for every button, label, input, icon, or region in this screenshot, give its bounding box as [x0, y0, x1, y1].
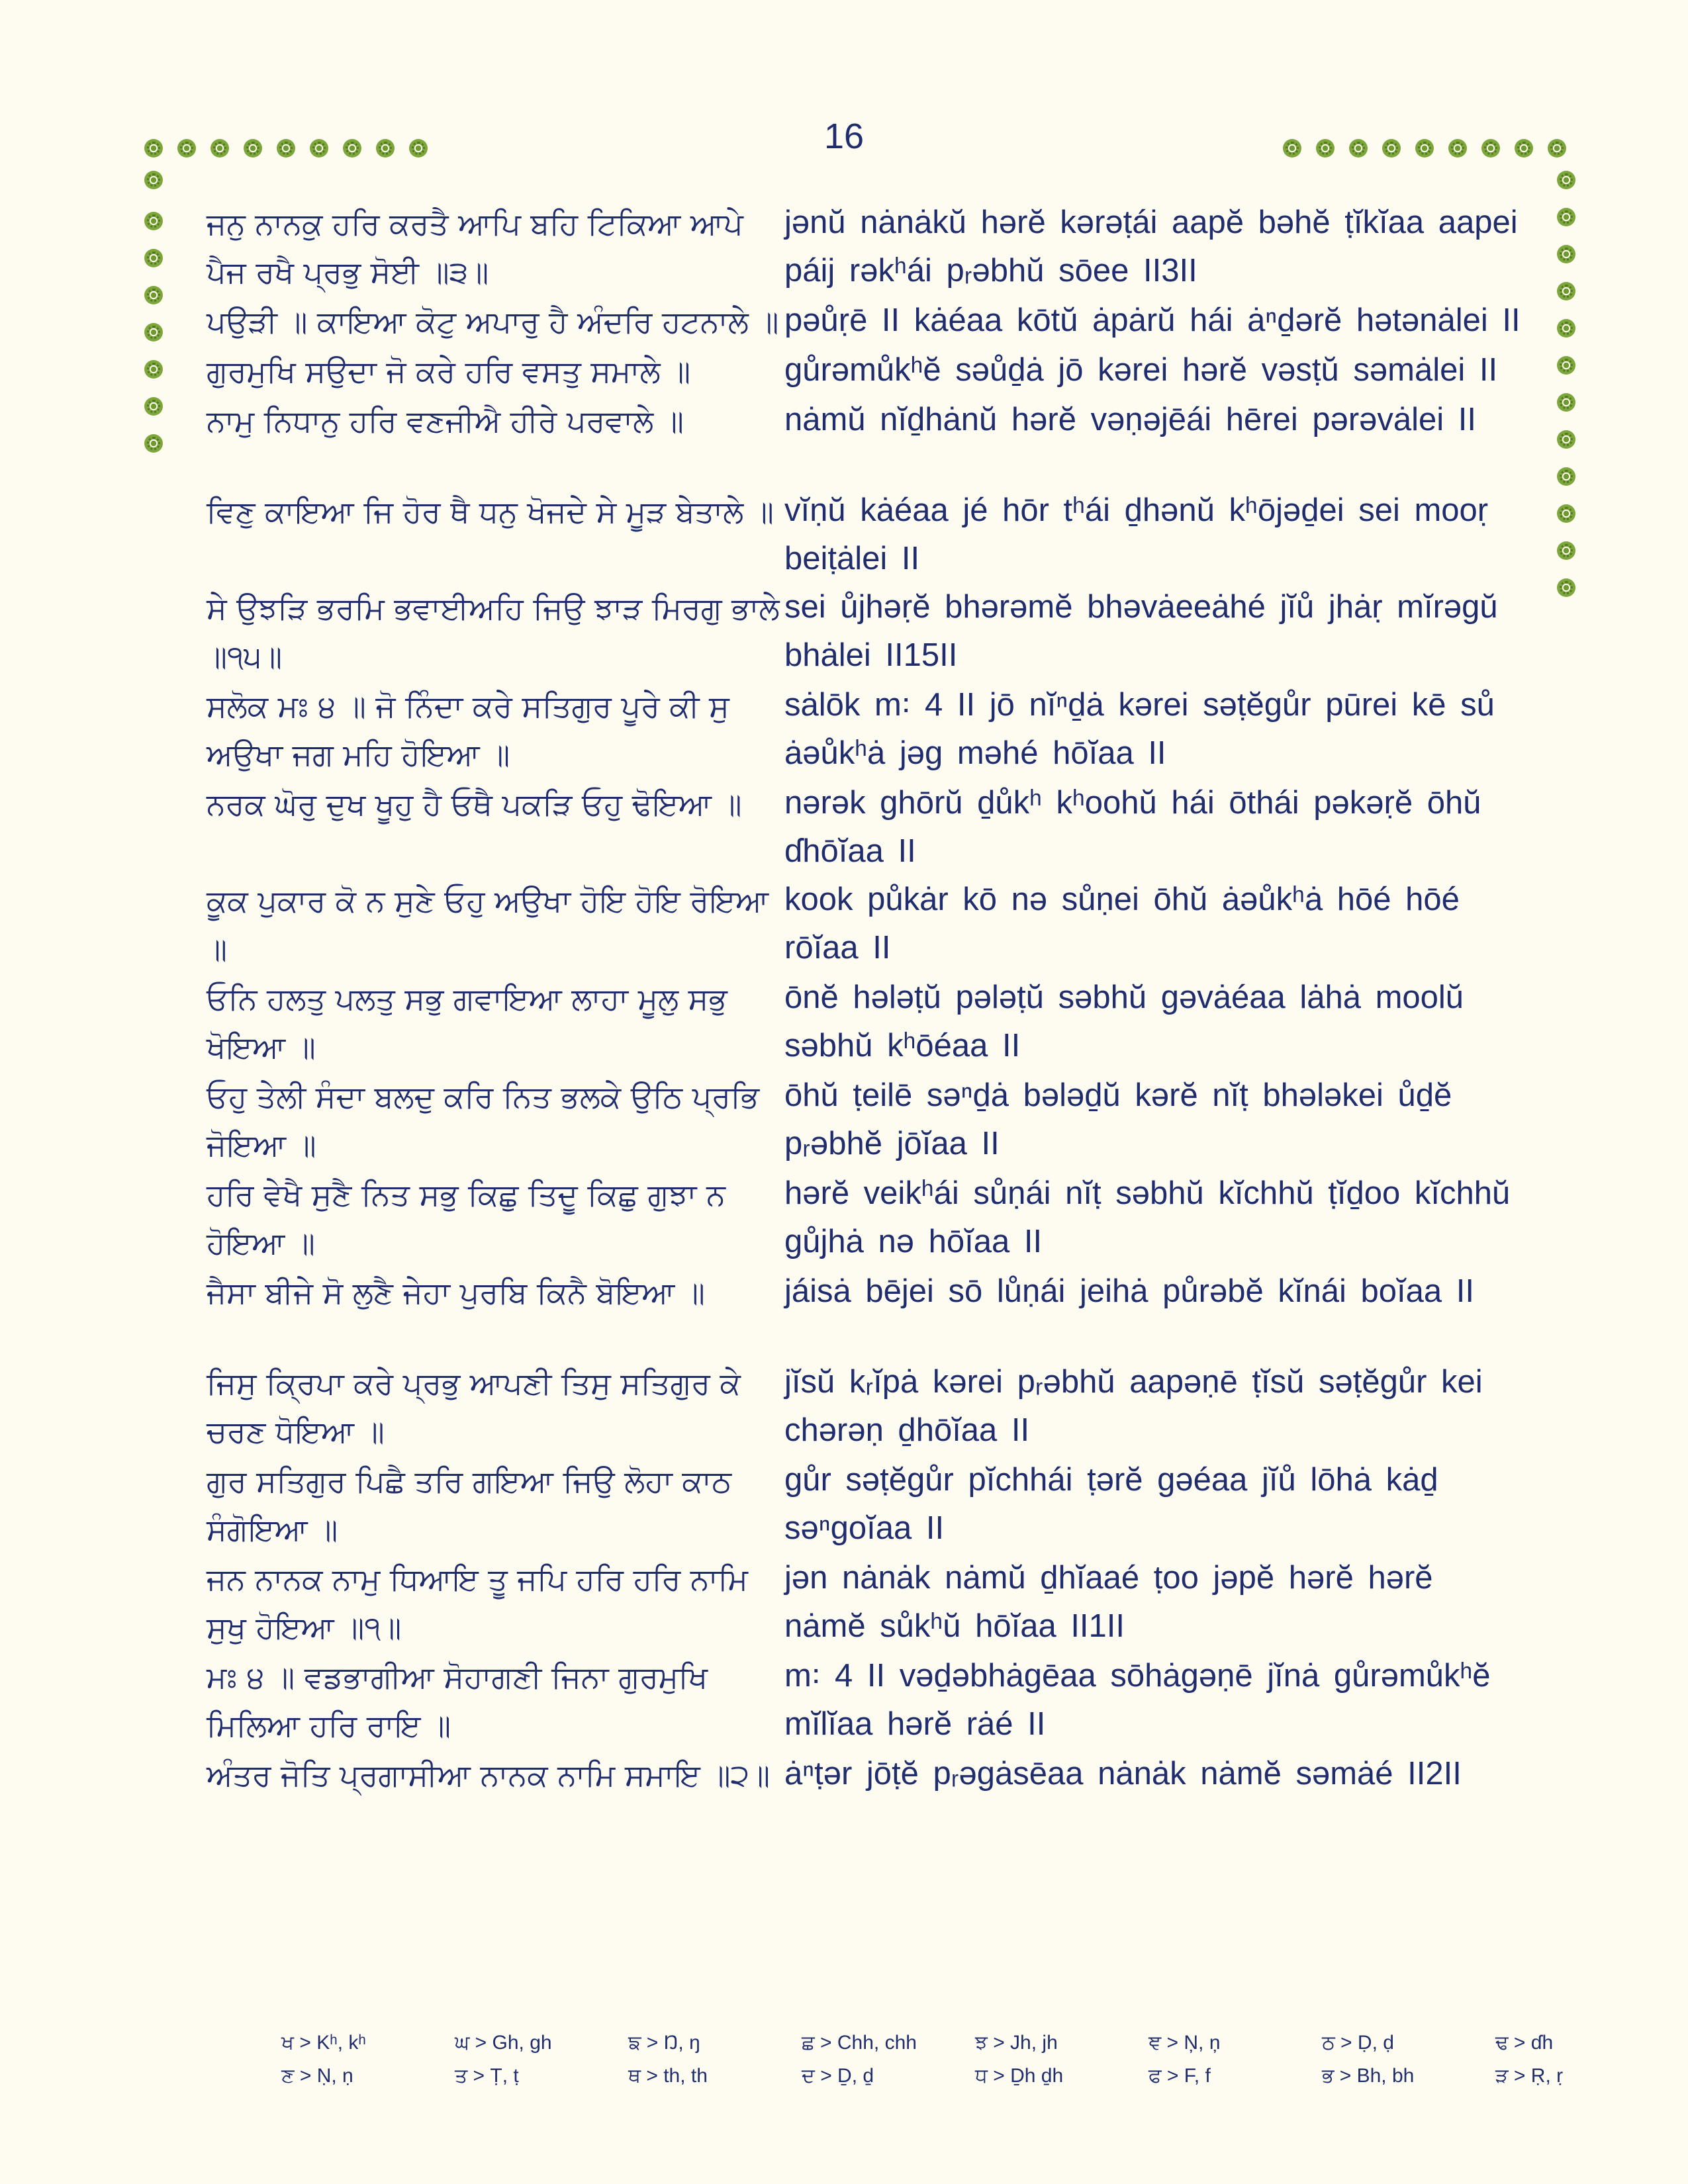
transliteration-text: gůr səṭĕgůr pĭchhái ṭərĕ gəéaa jĭů lōhȧ kȧḏ səⁿgoĭaa II	[784, 1462, 1438, 1546]
transliteration-text: ōhŭ ṭeilē səⁿḏȧ bələḏŭ kərĕ nĭṭ bhələkei ůḏĕ pᵣəbhĕ jōĭaa II	[784, 1077, 1452, 1161]
legend-item: ਠ > Ḍ, ḍ	[1322, 2032, 1394, 2054]
gurmukhi-text: ਵਿਣੁ ਕਾਇਆ ਜਿ ਹੋਰ ਥੈ ਧਨੁ ਖੋਜਦੇ ਸੇ ਮੂੜ ਬੇਤਾਲੇ ॥	[207, 494, 774, 529]
legend-row	[281, 2065, 1669, 2098]
verse-row	[207, 1267, 1530, 1317]
legend-item: ਢ > ɗh	[1495, 2032, 1554, 2054]
flower-icon	[1415, 139, 1434, 158]
flower-icon	[1283, 139, 1301, 158]
flower-border-top-left	[144, 139, 428, 158]
gurmukhi-text: ਜਨ ਨਾਨਕ ਨਾਮੁ ਧਿਆਇ ਤੂ ਜਪਿ ਹਰਿ ਹਰਿ ਨਾਮਿ ਸੁਖੁ ਹੋਇਆ ॥੧॥	[207, 1561, 748, 1645]
flower-border-left-b	[144, 212, 163, 453]
gurmukhi-text: ਅੰਤਰ ਜੋਤਿ ਪ੍ਰਗਾਸੀਆ ਨਾਨਕ ਨਾਮਿ ਸਮਾਇ ॥੨॥	[207, 1757, 771, 1793]
flower-icon	[1349, 139, 1368, 158]
legend-item: ਫ > F, f	[1149, 2065, 1211, 2087]
legend-item: ਥ > th, th	[628, 2065, 708, 2087]
flower-icon	[310, 139, 328, 158]
transliteration-text: pəůṛē II kȧéaa kōtŭ ȧpȧrŭ hái ȧⁿḏərĕ hətənȧlei II	[784, 302, 1521, 338]
legend-item: ਤ > Ṭ, ṭ	[455, 2065, 519, 2087]
flower-icon	[1481, 139, 1500, 158]
flower-icon	[343, 139, 361, 158]
gurmukhi-text: ਜਿਸੁ ਕ੍ਰਿਪਾ ਕਰੇ ਪ੍ਰਭੁ ਆਪਣੀ ਤਿਸੁ ਸਤਿਗੁਰ ਕੇ ਚਰਣ ਧੋਇਆ ॥	[207, 1365, 741, 1449]
transliteration-text: jən nȧnȧk nȧmŭ ḏhĭaaé ṭoo jəpĕ hərĕ hərĕ nȧmĕ sůkʰŭ hōĭaa II1II	[784, 1560, 1433, 1644]
flower-border-top-right	[1283, 139, 1566, 158]
verse-row	[207, 876, 1530, 974]
transliteration-text: vĭṇŭ kȧéaa jé hōr tʰái ḏhənŭ kʰōjəḏei sei mooṛ beiṭȧlei II	[784, 492, 1489, 576]
transliteration-text: sei ůjhəṛĕ bhərəmĕ bhəvȧeeȧhé jĭů jhȧṛ mĭrəgŭ bhȧlei II15II	[784, 589, 1498, 673]
flower-icon	[144, 360, 163, 379]
flower-icon	[1557, 356, 1575, 375]
transliteration-text: jáisȧ bējei sō lůṇái jeihȧ půrəbĕ kĭnái boĭaa II	[784, 1273, 1474, 1309]
verse-row	[207, 396, 1530, 445]
verse-row	[207, 779, 1530, 876]
transliteration-text: ōnĕ hələṭŭ pələṭŭ səbhŭ gəvȧéaa lȧhȧ moolŭ səbhŭ kʰōéaa II	[784, 979, 1464, 1064]
verse-row	[207, 486, 1530, 583]
flower-icon	[1557, 504, 1575, 523]
flower-icon	[376, 139, 395, 158]
gurmukhi-text: ਗੁਰ ਸਤਿਗੁਰ ਪਿਛੈ ਤਰਿ ਗਇਆ ਜਿਉ ਲੋਹਾ ਕਾਠ ਸੰਗੋਇਆ ॥	[207, 1463, 732, 1547]
verse-row	[207, 681, 1530, 779]
flower-icon	[144, 212, 163, 230]
transliteration-text: nȧmŭ nĭḏhȧnŭ hərĕ vəṇəjēái hērei pərəvȧlei II	[784, 402, 1477, 437]
verse-row	[207, 1554, 1530, 1652]
transliteration-text: sȧlōk m꞉ 4 II jō nĭⁿḏȧ kərei səṭĕgůr pūrei kē sů ȧəůkʰȧ jəg məhé hōĭaa II	[784, 687, 1495, 771]
verse-table	[207, 199, 1530, 1799]
flower-icon	[1382, 139, 1401, 158]
flower-icon	[144, 434, 163, 453]
verse-row	[207, 583, 1530, 681]
verse-row	[207, 199, 1530, 296]
flower-icon	[1557, 467, 1575, 486]
transliteration-text: gůrəmůkʰĕ səůḏȧ jō kərei hərĕ vəsṭŭ səmȧlei II	[784, 352, 1498, 388]
transliteration-text: kook půkȧr kō nə sůṇei ōhŭ ȧəůkʰȧ hōé hōé rōĭaa II	[784, 882, 1460, 966]
transliteration-text: jənŭ nȧnȧkŭ hərĕ kərəṭái aapĕ bəhĕ ṭĭkĭaa aapei páij rəkʰái pᵣəbhŭ sōee II3II	[784, 205, 1518, 289]
flower-icon	[177, 139, 196, 158]
flower-icon	[1557, 541, 1575, 560]
gurmukhi-text: ਜੈਸਾ ਬੀਜੇ ਸੋ ਲੁਣੈ ਜੇਹਾ ਪੁਰਬਿ ਕਿਨੈ ਬੋਇਆ ॥	[207, 1275, 705, 1310]
flower-icon	[1557, 282, 1575, 300]
flower-icon	[1548, 139, 1566, 158]
flower-icon	[277, 139, 295, 158]
verse-row	[207, 346, 1530, 396]
flower-icon	[211, 139, 229, 158]
transliteration-text: ȧⁿṭər jōṭĕ pᵣəgȧsēaa nȧnȧk nȧmĕ səmȧé II2II	[784, 1756, 1462, 1792]
transliteration-text: jĭsŭ kᵣĭpȧ kərei pᵣəbhŭ aapəṇē ṭĭsŭ səṭĕgůr kei chərəṇ ḏhōĭaa II	[784, 1364, 1483, 1448]
legend-item: ਣ > Ṇ, ṇ	[281, 2065, 353, 2087]
gurmukhi-text: ਪਉੜੀ ॥ ਕਾਇਆ ਕੋਟੁ ਅਪਾਰੁ ਹੈ ਅੰਦਰਿ ਹਟਨਾਲੇ ॥	[207, 304, 779, 340]
flower-icon	[1557, 208, 1575, 226]
transliteration-text: m꞉ 4 II vəḏəbhȧgēaa sōhȧgəṇē jĭnȧ gůrəmůkʰĕ mĭlĭaa hərĕ rȧé II	[784, 1658, 1491, 1742]
verse-row	[207, 1358, 1530, 1456]
flower-border-right	[1557, 171, 1575, 597]
flower-icon	[1316, 139, 1335, 158]
verse-row	[207, 296, 1530, 346]
flower-icon	[144, 323, 163, 341]
flower-icon	[144, 171, 163, 189]
flower-icon	[1557, 430, 1575, 449]
legend-item: ਞ > Ņ, ņ	[1149, 2032, 1221, 2054]
flower-icon	[1557, 319, 1575, 338]
transliteration-text: nərək ghōrŭ ḏůkʰ kʰoohŭ hái ōthái pəkəṛĕ ōhŭ ɗhōĭaa II	[784, 785, 1481, 869]
verse-row	[207, 1652, 1530, 1750]
flower-icon	[409, 139, 428, 158]
transliteration-legend	[281, 2032, 1669, 2098]
legend-item: ਦ > Ḏ, ḏ	[802, 2065, 874, 2087]
verse-row	[207, 1456, 1530, 1554]
flower-icon	[244, 139, 262, 158]
verse-row	[207, 974, 1530, 1071]
gurmukhi-text: ਗੁਰਮੁਖਿ ਸਉਦਾ ਜੋ ਕਰੇ ਹਰਿ ਵਸਤੁ ਸਮਾਲੇ ॥	[207, 353, 691, 389]
legend-row	[281, 2032, 1669, 2065]
verse-row	[207, 1169, 1530, 1267]
legend-item: ਭ > Bh, bh	[1322, 2065, 1415, 2087]
transliteration-text: hərĕ veikʰái sůṇái nĭṭ səbhŭ kĭchhŭ ṭĭḏoo kĭchhŭ gůjhȧ nə hōĭaa II	[784, 1175, 1511, 1259]
gurmukhi-text: ਸੇ ਉਝੜਿ ਭਰਮਿ ਭਵਾਈਅਹਿ ਜਿਉ ਝਾੜ ਮਿਰਗੁ ਭਾਲੇ ॥੧੫॥	[207, 590, 780, 674]
flower-icon	[1557, 578, 1575, 597]
legend-item: ਙ > Ŋ, ŋ	[628, 2032, 700, 2054]
gurmukhi-text: ਕੂਕ ਪੁਕਾਰ ਕੋ ਨ ਸੁਣੇ ਓਹੁ ਅਉਖਾ ਹੋਇ ਹੋਇ ਰੋਇਆ ॥	[207, 883, 769, 967]
gurmukhi-text: ਮਃ ੪ ॥ ਵਡਭਾਗੀਆ ਸੋਹਾਗਣੀ ਜਿਨਾ ਗੁਰਮੁਖਿ ਮਿਲਿਆ ਹਰਿ ਰਾਇ ॥	[207, 1659, 708, 1743]
flower-border-left-a	[144, 171, 163, 189]
legend-item: ਝ > Jh, jh	[975, 2032, 1058, 2054]
page-number: 16	[823, 116, 865, 156]
legend-item: ੜ > Ṛ, ṛ	[1495, 2065, 1564, 2087]
flower-icon	[144, 397, 163, 416]
legend-item: ਖ > Kʰ, kʰ	[281, 2032, 366, 2054]
gurmukhi-text: ਓਹੁ ਤੇਲੀ ਸੰਦਾ ਬਲਦੁ ਕਰਿ ਨਿਤ ਭਲਕੇ ਉਠਿ ਪ੍ਰਭਿ ਜੋਇਆ ॥	[207, 1079, 759, 1163]
legend-item: ਘ > Gh, gh	[455, 2032, 552, 2054]
flower-icon	[1557, 393, 1575, 412]
flower-icon	[144, 139, 163, 158]
flower-icon	[1557, 245, 1575, 263]
legend-item: ਛ > Chh, chh	[802, 2032, 917, 2054]
flower-icon	[1557, 171, 1575, 189]
gurmukhi-text: ਓਨਿ ਹਲਤੁ ਪਲਤੁ ਸਭੁ ਗਵਾਇਆ ਲਾਹਾ ਮੂਲੁ ਸਭੁ ਖੋਇਆ ॥	[207, 981, 727, 1065]
flower-icon	[144, 249, 163, 267]
gurmukhi-text: ਹਰਿ ਵੇਖੈ ਸੁਣੈ ਨਿਤ ਸਭੁ ਕਿਛੁ ਤਿਦੂ ਕਿਛੁ ਗੁਝਾ ਨ ਹੋਇਆ ॥	[207, 1177, 726, 1261]
verse-row	[207, 1071, 1530, 1169]
gurmukhi-text: ਜਨੁ ਨਾਨਕੁ ਹਰਿ ਕਰਤੈ ਆਪਿ ਬਹਿ ਟਿਕਿਆ ਆਪੇ ਪੈਜ ਰਖੈ ਪ੍ਰਭੁ ਸੋਈ ॥੩॥	[207, 206, 743, 290]
gurmukhi-text: ਨਰਕ ਘੋਰੁ ਦੁਖ ਖੂਹੁ ਹੈ ਓਥੈ ਪਕੜਿ ਓਹੁ ਢੋਇਆ ॥	[207, 786, 742, 822]
flower-icon	[144, 286, 163, 304]
flower-icon	[1515, 139, 1533, 158]
gurmukhi-text: ਨਾਮੁ ਨਿਧਾਨੁ ਹਰਿ ਵਣਜੀਐ ਹੀਰੇ ਪਰਵਾਲੇ ॥	[207, 403, 684, 439]
gurmukhi-text: ਸਲੋਕ ਮਃ ੪ ॥ ਜੋ ਨਿੰਦਾ ਕਰੇ ਸਤਿਗੁਰ ਪੂਰੇ ਕੀ ਸੁ ਅਉਖਾ ਜਗ ਮਹਿ ਹੋਇਆ ॥	[207, 688, 729, 772]
flower-icon	[1448, 139, 1467, 158]
legend-item: ਧ > Ḏh ḏh	[975, 2065, 1064, 2087]
verse-row	[207, 1750, 1530, 1799]
